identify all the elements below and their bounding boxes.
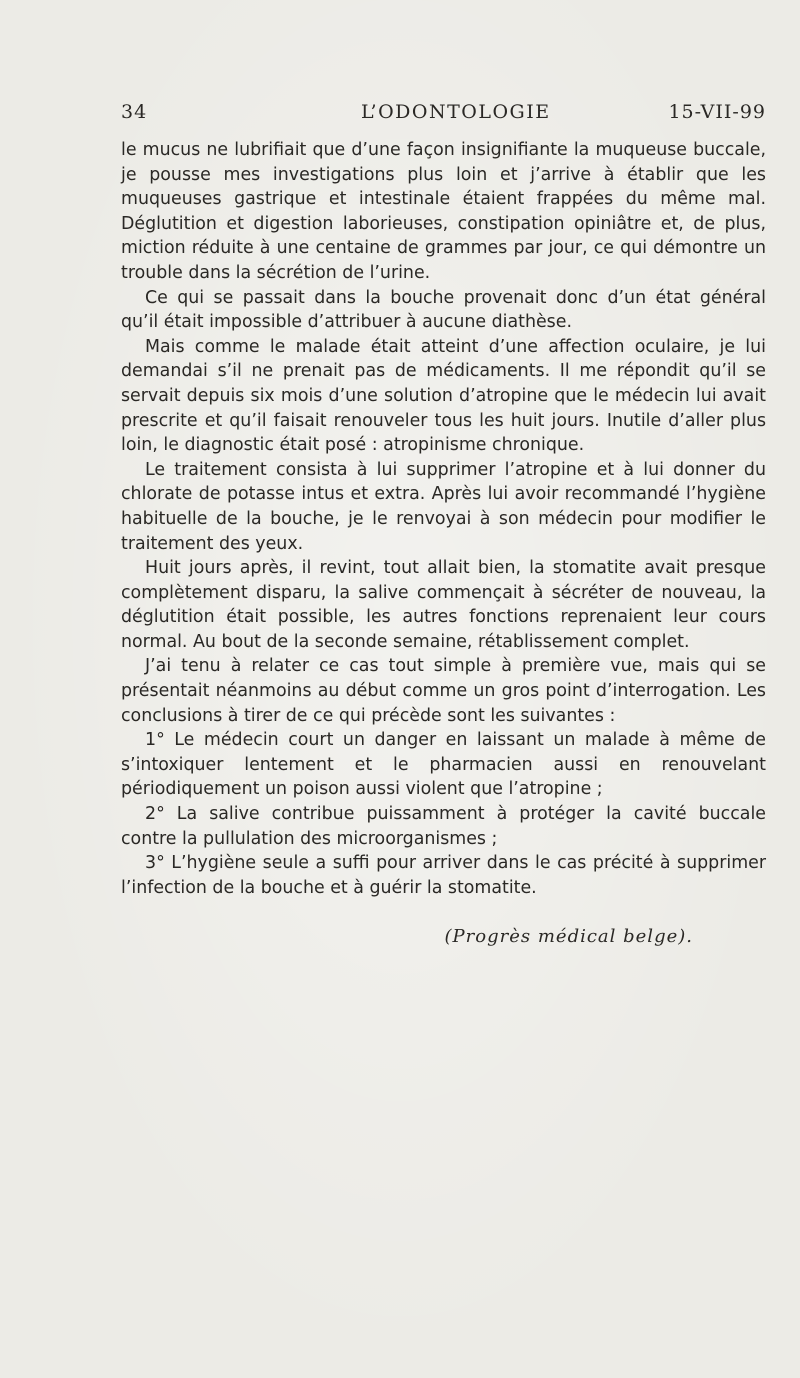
paragraph-treatment: Le traitement consista à lui supprimer l’atropine et à lui donner du chlorate de potasse intus et extra. Après lui avoir recommandé l’hygiène habituelle de la bouche, je le renvoyai à son médecin pour modifier le traitement des yeux.: [121, 459, 766, 554]
issue-date: 15-VII-99: [668, 101, 766, 123]
conclusion-item-1: 1° Le médecin court un danger en laissant un malade à même de s’intoxiquer lentement et le pharmacien aussi en renouvelant périodiquement un poison aussi violent que l’atropine ;: [121, 730, 766, 800]
paragraph-recovery: Huit jours après, il revint, tout allait bien, la stomatite avait presque complètement disparu, la salive commençait à sécréter de nouveau, la déglutition était possible, les autres fonctions reprenaient leur cours normal. Au bout de la seconde semaine, rétablissement complet.: [121, 558, 766, 652]
paragraph-continuation: le mucus ne lubrifiait que d’une façon insignifiante la muqueuse buccale, je pousse mes investigations plus loin et j’arrive à établir que les muqueuses gastrique et intestinale étaient frappées du même mal. Déglutition et digestion laborieuses, constipation opiniâtre et, de plus, miction réduite à une centaine de grammes par jour, ce qui démontre un trouble dans la sécrétion de l’urine.: [121, 140, 766, 283]
conclusion-item-2: 2° La salive contribue puissamment à protéger la cavité buccale contre la pullulation des microorganismes ;: [121, 804, 766, 849]
paragraph-diagnosis: Mais comme le malade était atteint d’une affection oculaire, je lui demandai s’il ne prenait pas de médicaments. Il me répondit qu’il se servait depuis six mois d’une solution d’atropine que le médecin lui avait prescrite et qu’il faisait renouveler tous les huit jours. Inutile d’aller plus loin, le diagnostic était posé : atropinisme chronique.: [121, 336, 766, 456]
source-citation: (Progrès médical belge).: [444, 926, 693, 947]
running-header: [121, 101, 766, 131]
paragraph-conclusion-intro: J’ai tenu à relater ce cas tout simple à première vue, mais qui se présentait néanmoins au début comme un gros point d’interrogation. Les conclusions à tirer de ce qui précède sont les suivantes :: [121, 656, 766, 726]
conclusion-item-3: 3° L’hygiène seule a suffi pour arriver dans le cas précité à supprimer l’infection de la bouche et à guérir la stomatite.: [121, 853, 766, 898]
page-number: 34: [121, 101, 148, 123]
article-body: [121, 138, 766, 900]
paragraph-general-state: Ce qui se passait dans la bouche provenait donc d’un état général qu’il était impossible d’attribuer à aucune diathèse.: [121, 287, 766, 333]
journal-title: L’ODONTOLOGIE: [361, 101, 551, 123]
